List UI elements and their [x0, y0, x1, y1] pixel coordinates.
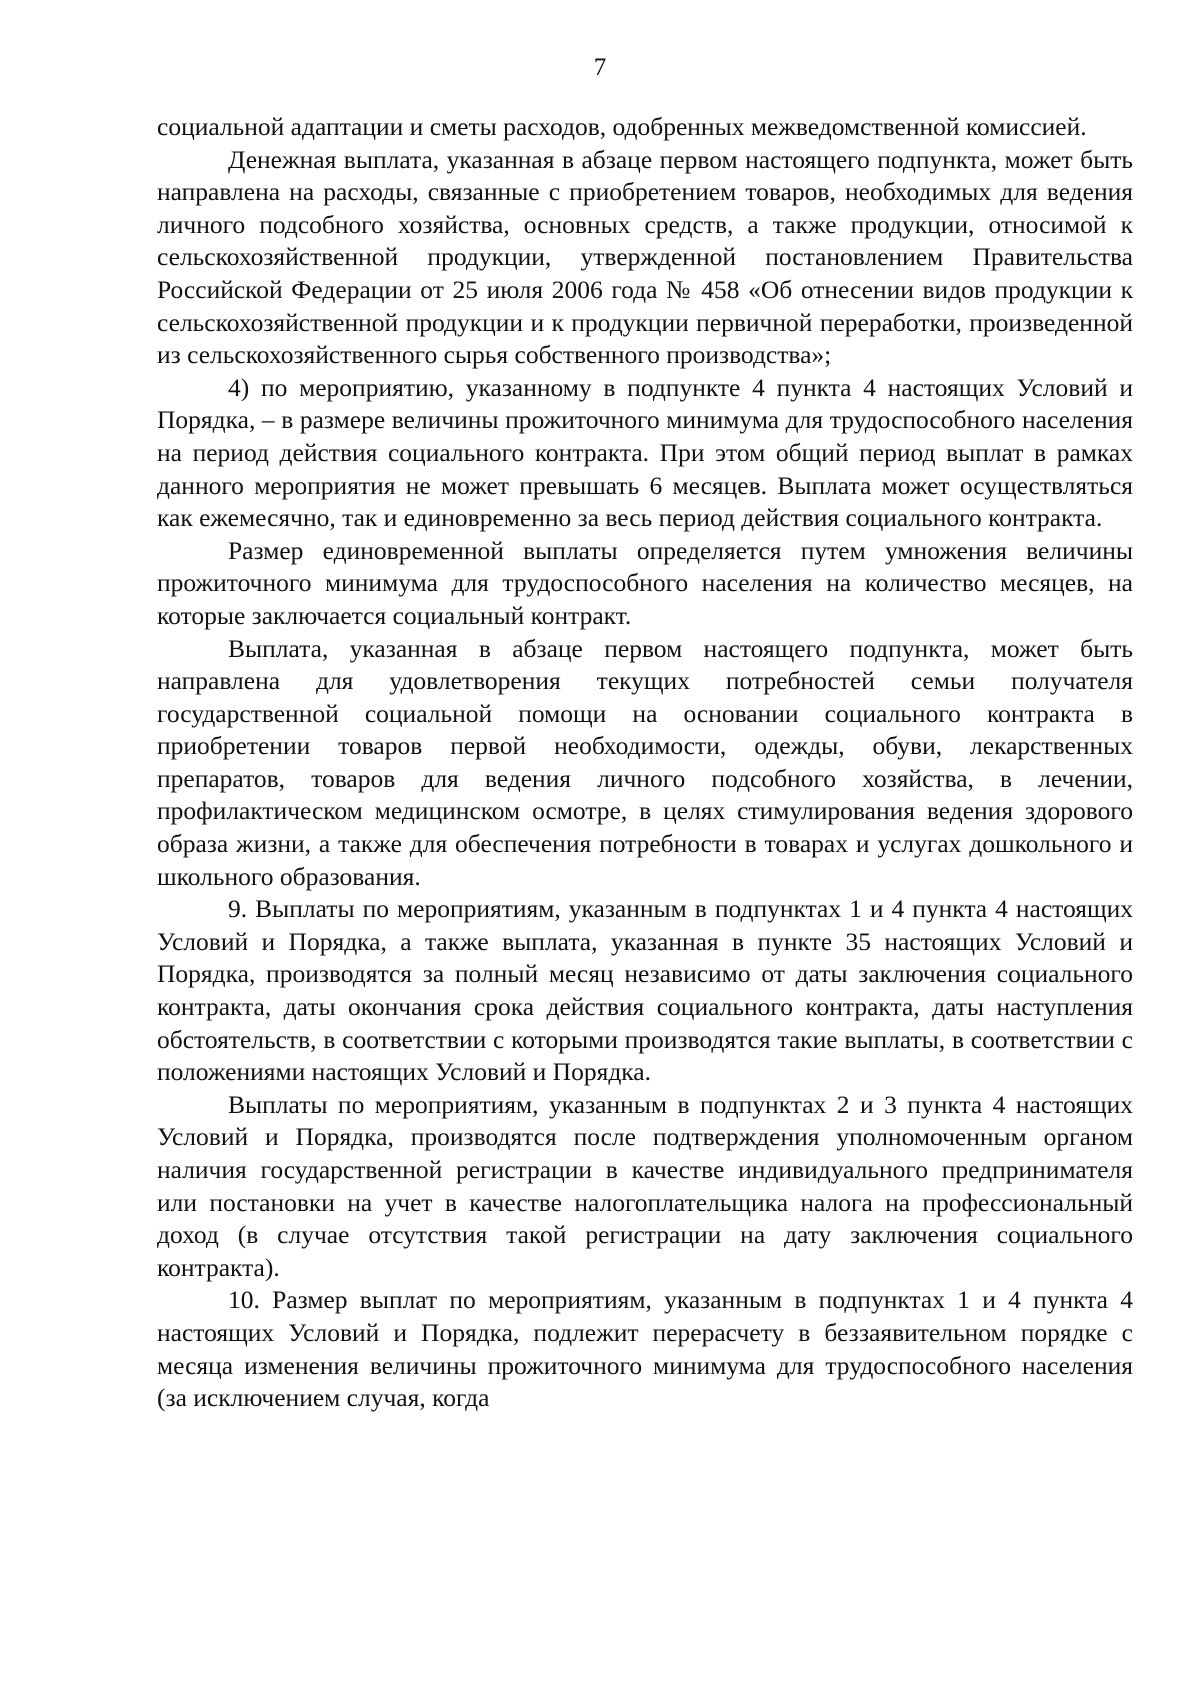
paragraph-clause-9: 9. Выплаты по мероприятиям, указанным в подпунктах 1 и 4 пункта 4 настоящих Условий и Порядка, а также выплата, указанная в пункте 35 настоящих Условий и Порядка, производятся за полный месяц независимо от даты заключения социального контракта, даты окончания срока действия социального контракта, даты наступления обстоятельств, в соответствии с которыми производятся такие выплаты, в соответствии с положениями настоящих Условий и Порядка. — [157, 894, 1133, 1087]
page-number: 7 — [593, 54, 607, 81]
paragraph-lump-sum-size: Размер единовременной выплаты определяется путем умножения величины прожиточного минимума для трудоспособного населения на количество месяцев, на которые заключается социальный контракт. — [157, 535, 1133, 630]
paragraph-cash-payment-use: Денежная выплата, указанная в абзаце первом настоящего подпункта, может быть направлена на расходы, связанные с приобретением товаров, необходимых для ведения личного подсобного хозяйства, основных средств, а также продукции, относимой к сельскохозяйственной продукции, утвержденной постановлением Правительства Российской Федерации от 25 июля 2006 года № 458 «Об отнесении видов продукции к сельскохозяйственной продукции и к продукции первичной переработки, произведенной из сельскохозяйственного сырья собственного производства»; — [157, 144, 1133, 370]
document-body — [157, 111, 1133, 1415]
paragraph-item-4: 4) по мероприятию, указанному в подпункте 4 пункта 4 настоящих Условий и Порядка, – в размере величины прожиточного минимума для трудоспособного населения на период действия социального контракта. При этом общий период выплат в рамках данного мероприятия не может превышать 6 месяцев. Выплата может осуществляться как ежемесячно, так и единовременно за весь период действия социального контракта. — [157, 372, 1133, 533]
paragraph-continuation: социальной адаптации и сметы расходов, одобренных межведомственной комиссией. — [157, 112, 1087, 141]
paragraph-payments-2-3: Выплаты по мероприятиям, указанным в подпунктах 2 и 3 пункта 4 настоящих Условий и Порядка, производятся после подтверждения уполномоченным органом наличия государственной регистрации в качестве индивидуального предпринимателя или постановки на учет в качестве налогоплательщика налога на профессиональный доход (в случае отсутствия такой регистрации на дату заключения социального контракта). — [157, 1089, 1133, 1282]
paragraph-payment-purpose: Выплата, указанная в абзаце первом настоящего подпункта, может быть направлена для удовлетворения текущих потребностей семьи получателя государственной социальной помощи на основании социального контракта в приобретении товаров первой необходимости, одежды, обуви, лекарственных препаратов, товаров для ведения личного подсобного хозяйства, в лечении, профилактическом медицинском осмотре, в целях стимулирования ведения здорового образа жизни, а также для обеспечения потребности в товарах и услугах дошкольного и школьного образования. — [157, 633, 1133, 891]
paragraph-clause-10: 10. Размер выплат по мероприятиям, указанным в подпунктах 1 и 4 пункта 4 настоящих Условий и Порядка, подлежит перерасчету в беззаявительном порядке с месяца изменения величины прожиточного минимума для трудоспособного населения (за исключением случая, когда — [157, 1285, 1133, 1413]
